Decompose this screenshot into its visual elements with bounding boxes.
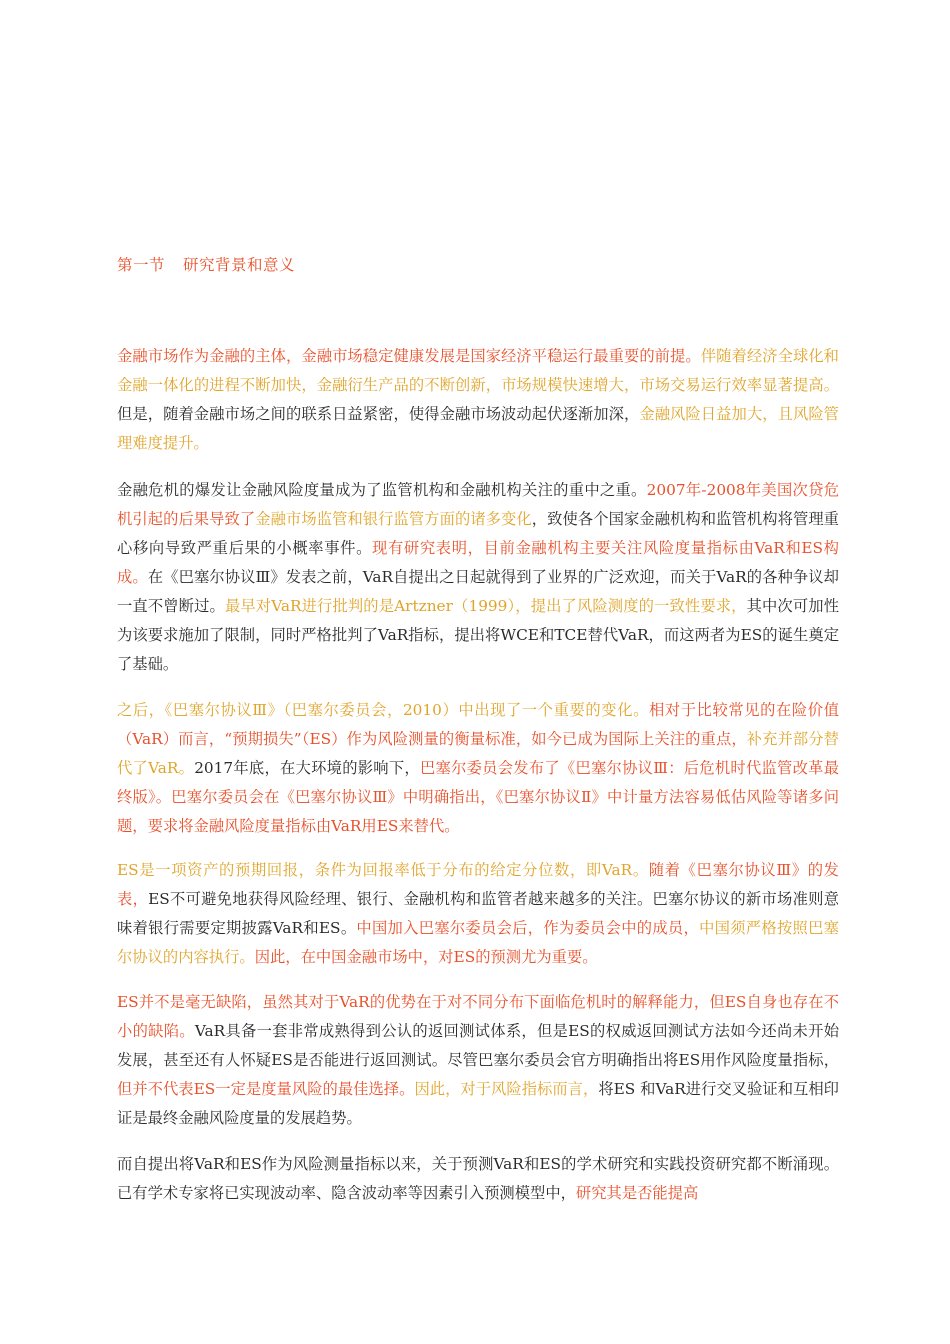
text-segment: 金融市场监管和银行监管方面的诸多变化 <box>255 510 532 528</box>
text-segment: ES是一项资产的预期回报，条件为回报率低于分布的给定分位数，即VaR。 <box>117 861 649 879</box>
text-segment: 金融风险日益加大，且风险管理难度提升。 <box>117 405 839 452</box>
text-segment: 研究其是否能提高 <box>575 1184 699 1202</box>
text-segment: 相对于比较常见的在险价值（VaR）而言，“预期损失”（ES）作为风险测量的衡量标准，如今已成为国际上关注的重点， <box>117 701 839 748</box>
text-segment: VaR具备一套非常成熟得到公认的返回测试体系，但是ES的权威返回测试方法如今还尚未开始发展，甚至还有人怀疑ES是否能进行返回测试。尽管巴塞尔委员会官方明确指出将ES用作风险度量指标， <box>117 1022 839 1069</box>
paragraph-6 <box>117 1150 839 1208</box>
paragraph-2 <box>117 476 839 679</box>
text-segment: ES不可避免地获得风险经理、银行、金融机构和监管者越来越多的关注。巴塞尔协议的新市场准则意味着银行需要定期披露VaR和ES。 <box>117 890 839 937</box>
text-segment: 巴塞尔委员会发布了《巴塞尔协议Ⅲ：后危机时代监管改革最终版》。巴塞尔委员会在《巴塞尔协议Ⅲ》中明确指出，《巴塞尔协议Ⅱ》中计量方法容易低估风险等诸多问题，要求将金融风险度量指标由VaR用ES来替代。 <box>117 759 839 835</box>
text-segment: 随着《巴塞尔协议Ⅲ》的发表， <box>117 861 839 908</box>
paragraph-4 <box>117 856 839 972</box>
paragraph-5 <box>117 988 839 1133</box>
text-segment: 但并不代表ES一定是度量风险的最佳选择。 <box>117 1080 415 1098</box>
text-segment: 其中次可加性为该要求施加了限制，同时严格批判了VaR指标，提出将WCE和TCE替代VaR，而这两者为ES的诞生奠定了基础。 <box>117 597 839 673</box>
text-segment: 伴随着经济全球化和金融一体化的进程不断加快，金融衍生产品的不断创新，市场规模快速增大，市场交易运行效率显著提高。 <box>117 347 839 394</box>
text-segment: 在《巴塞尔协议Ⅲ》发表之前，VaR自提出之日起就得到了业界的广泛欢迎，而关于VaR的各种争议却一直不曾断过。 <box>117 568 839 615</box>
section-number: 第一节 <box>117 256 166 274</box>
text-segment: 而自提出将VaR和ES作为风险测量指标以来，关于预测VaR和ES的学术研究和实践投资研究都不断涌现。已有学术专家将已实现波动率、隐含波动率等因素引入预测模型中， <box>117 1155 839 1202</box>
text-segment: 之后，《巴塞尔协议Ⅲ》（巴塞尔委员会，2010）中出现了一个重要的变化。 <box>117 701 649 719</box>
section-title: 研究背景和意义 <box>183 256 296 274</box>
text-segment: 中国加入巴塞尔委员会后，作为委员会中的成员， <box>356 919 700 937</box>
text-segment: 因此，对于风险指标而言， <box>414 1080 599 1098</box>
text-segment: 现有研究表明，目前金融机构主要关注风险度量指标由VaR和ES构成。 <box>117 539 839 586</box>
text-segment: 最早对VaR进行批判的是Artzner（1999），提出了风险测度的一致性要求， <box>224 597 747 615</box>
text-segment: 将ES 和VaR进行交叉验证和互相印证是最终金融风险度量的发展趋势。 <box>117 1080 839 1127</box>
paragraph-1 <box>117 342 839 458</box>
text-segment: ，致使各个国家金融机构和监管机构将管理重心移向导致严重后果的小概率事件。 <box>117 510 839 557</box>
text-segment: 2007年-2008年美国次贷危机引起的后果导致了 <box>117 481 839 528</box>
text-segment: ES并不是毫无缺陷，虽然其对于VaR的优势在于对不同分布下面临危机时的解释能力，但ES自身也存在不小的缺陷。 <box>117 993 839 1040</box>
section-heading <box>117 253 295 275</box>
text-segment: 2017年底，在大环境的影响下， <box>194 759 420 777</box>
paragraph-3 <box>117 696 839 841</box>
text-segment: 中国须严格按照巴塞尔协议的内容执行。 <box>117 919 839 966</box>
text-segment: 金融危机的爆发让金融风险度量成为了监管机构和金融机构关注的重中之重。 <box>117 481 647 499</box>
text-segment: 金融市场作为金融的主体，金融市场稳定健康发展是国家经济平稳运行最重要的前提。 <box>117 347 701 365</box>
text-segment: 补充并部分替代了VaR。 <box>117 730 839 777</box>
text-segment: 但是，随着金融市场之间的联系日益紧密，使得金融市场波动起伏逐渐加深， <box>117 405 640 423</box>
text-segment: 因此，在中国金融市场中，对ES的预测尤为重要。 <box>254 948 598 966</box>
